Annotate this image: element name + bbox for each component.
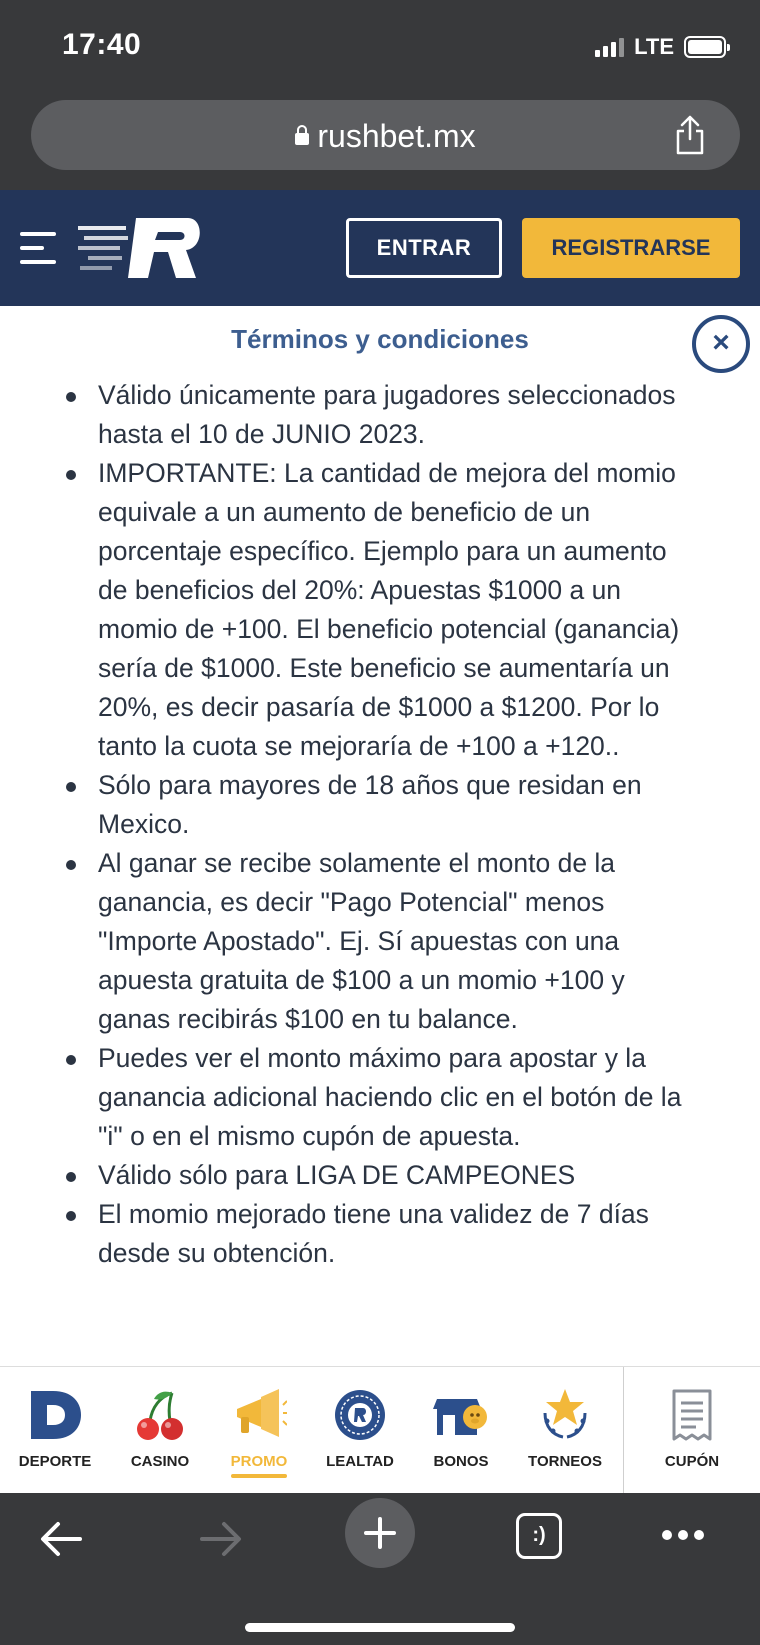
rushbet-logo[interactable]	[78, 212, 208, 284]
status-indicators	[595, 34, 726, 60]
deporte-icon	[27, 1387, 83, 1443]
tabs-button[interactable]	[516, 1513, 562, 1559]
nav-item-torneos[interactable]	[515, 1387, 615, 1470]
more-options-icon[interactable]	[660, 1527, 706, 1543]
megaphone-icon	[231, 1387, 287, 1443]
nav-label: BONOS	[433, 1453, 489, 1470]
terms-list	[60, 376, 700, 1273]
login-button[interactable]: ENTRAR	[346, 218, 502, 278]
tabs-icon-label: :)	[532, 1524, 546, 1546]
nav-label: CASINO	[130, 1453, 190, 1470]
nav-item-deporte[interactable]	[5, 1387, 105, 1470]
status-time: 17:40	[62, 28, 142, 61]
terms-item: Válido únicamente para jugadores seleccionados hasta el 10 de JUNIO 2023.	[60, 376, 700, 454]
close-icon: ×	[712, 326, 730, 359]
receipt-icon	[664, 1387, 720, 1443]
site-header	[0, 190, 760, 306]
battery-icon	[684, 36, 726, 58]
terms-title: Términos y condiciones	[231, 324, 529, 354]
terms-item: Sólo para mayores de 18 años que residan en Mexico.	[60, 766, 700, 844]
trophy-star-icon	[537, 1387, 593, 1443]
nav-divider	[623, 1367, 624, 1494]
forward-arrow-icon[interactable]	[198, 1519, 244, 1559]
browser-toolbar	[0, 1493, 760, 1645]
url-text: rushbet.mx	[317, 118, 476, 154]
new-tab-icon[interactable]	[344, 1497, 416, 1569]
lock-icon	[295, 133, 309, 145]
nav-item-casino[interactable]	[110, 1387, 210, 1470]
cherries-icon	[132, 1387, 188, 1443]
nav-label: LEALTAD	[326, 1453, 394, 1470]
terms-item: El momio mejorado tiene una validez de 7 días desde su obtención.	[60, 1195, 700, 1273]
terms-item: Puedes ver el monto máximo para apostar y la ganancia adicional haciendo clic en el botón de la "i" o en el mismo cupón de apuesta.	[60, 1039, 700, 1156]
network-label: LTE	[634, 34, 674, 59]
terms-item: Válido sólo para LIGA DE CAMPEONES	[60, 1156, 700, 1195]
nav-item-promo[interactable]	[209, 1387, 309, 1478]
nav-label: DEPORTE	[18, 1453, 92, 1470]
bottom-nav	[0, 1366, 760, 1493]
menu-icon[interactable]	[20, 232, 60, 266]
register-button[interactable]: REGISTRARSE	[522, 218, 740, 278]
share-icon[interactable]	[670, 114, 710, 156]
signal-icon	[595, 37, 624, 57]
nav-item-cupon[interactable]	[642, 1387, 742, 1470]
terms-panel	[0, 306, 760, 1366]
nav-item-lealtad[interactable]	[310, 1387, 410, 1470]
bonus-shop-icon	[433, 1387, 489, 1443]
browser-address-area	[0, 95, 760, 190]
home-indicator[interactable]	[245, 1623, 515, 1632]
active-indicator	[231, 1474, 287, 1478]
rush-rewards-icon	[332, 1387, 388, 1443]
terms-item: IMPORTANTE: La cantidad de mejora del momio equivale a un aumento de beneficio de un porcentaje específico. Ejemplo para un aumento de beneficios del 20%: Apuestas $1000 a un momio de +100. El beneficio potencial (ganancia) sería de $1000. Este beneficio se aumentaría un 20%, es decir pasaría de $1000 a $1200. Por lo tanto la cuota se mejoraría de +100 a +120..	[60, 454, 700, 766]
back-arrow-icon[interactable]	[38, 1519, 84, 1559]
status-bar	[0, 0, 760, 95]
terms-item: Al ganar se recibe solamente el monto de la ganancia, es decir "Pago Potencial" menos "Importe Apostado". Ej. Sí apuestas con una apuesta gratuita de $100 a un momio +100 y ganas recibirás $100 en tu balance.	[60, 844, 700, 1039]
nav-label: CUPÓN	[664, 1453, 720, 1470]
nav-label: TORNEOS	[528, 1453, 602, 1470]
address-bar[interactable]	[31, 100, 740, 170]
nav-item-bonos[interactable]	[411, 1387, 511, 1470]
nav-label: PROMO	[230, 1453, 288, 1470]
url-display[interactable]	[31, 118, 740, 155]
close-button[interactable]	[692, 315, 750, 373]
